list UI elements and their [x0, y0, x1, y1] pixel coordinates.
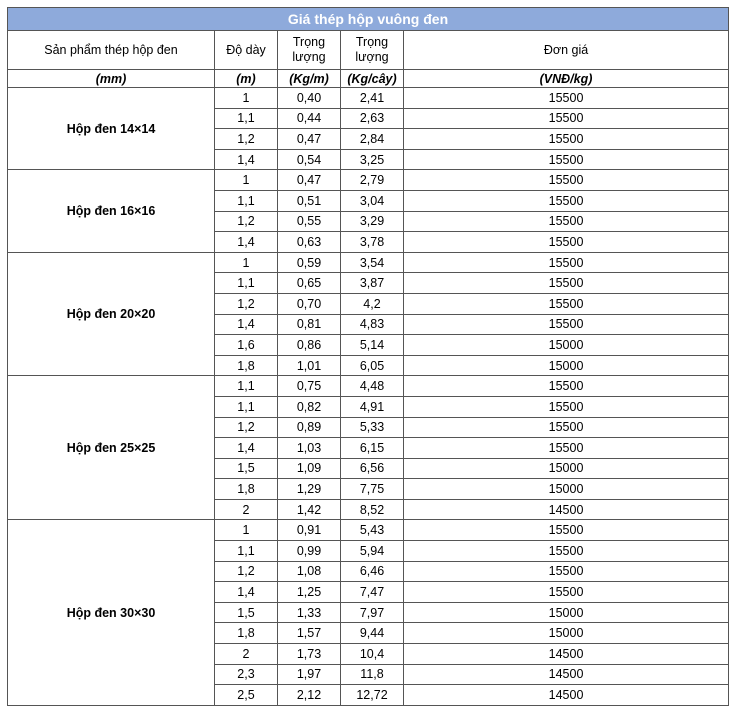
weight-per-meter-cell: 1,08	[278, 561, 341, 582]
thickness-cell: 1	[215, 88, 278, 109]
thickness-cell: 1,2	[215, 417, 278, 438]
product-name-cell: Hộp đen 16×16	[8, 170, 215, 252]
thickness-cell: 1,1	[215, 190, 278, 211]
price-cell: 14500	[404, 664, 729, 685]
weight-per-tree-cell: 11,8	[341, 664, 404, 685]
thickness-cell: 1,4	[215, 438, 278, 459]
price-cell: 15500	[404, 314, 729, 335]
weight-per-tree-cell: 10,4	[341, 644, 404, 665]
unit-thickness: (m)	[215, 70, 278, 88]
weight-per-tree-cell: 5,43	[341, 520, 404, 541]
header-weight-per-meter: Trọng lượng	[278, 31, 341, 70]
price-cell: 15500	[404, 376, 729, 397]
product-name-cell: Hộp đen 30×30	[8, 520, 215, 705]
thickness-cell: 1,8	[215, 623, 278, 644]
weight-per-meter-cell: 1,01	[278, 355, 341, 376]
weight-per-meter-cell: 1,42	[278, 499, 341, 520]
price-cell: 15500	[404, 417, 729, 438]
weight-per-tree-cell: 5,33	[341, 417, 404, 438]
weight-per-meter-cell: 0,89	[278, 417, 341, 438]
weight-per-tree-cell: 3,29	[341, 211, 404, 232]
weight-per-meter-cell: 0,75	[278, 376, 341, 397]
thickness-cell: 1,4	[215, 582, 278, 603]
thickness-cell: 1,1	[215, 541, 278, 562]
weight-per-tree-cell: 8,52	[341, 499, 404, 520]
weight-per-meter-cell: 0,59	[278, 252, 341, 273]
weight-per-meter-cell: 1,73	[278, 644, 341, 665]
product-name-cell: Hộp đen 14×14	[8, 88, 215, 170]
weight-per-tree-cell: 3,04	[341, 190, 404, 211]
weight-per-meter-cell: 0,47	[278, 129, 341, 150]
header-weight-per-tree: Trọng lượng	[341, 31, 404, 70]
header-thickness: Độ dày	[215, 31, 278, 70]
weight-per-meter-cell: 0,99	[278, 541, 341, 562]
weight-per-tree-cell: 2,79	[341, 170, 404, 191]
weight-per-tree-cell: 4,48	[341, 376, 404, 397]
thickness-cell: 1,1	[215, 273, 278, 294]
thickness-cell: 1,4	[215, 314, 278, 335]
weight-per-meter-cell: 1,33	[278, 602, 341, 623]
weight-per-meter-cell: 1,57	[278, 623, 341, 644]
weight-per-tree-cell: 9,44	[341, 623, 404, 644]
weight-per-tree-cell: 6,15	[341, 438, 404, 459]
weight-per-meter-cell: 1,25	[278, 582, 341, 603]
price-table	[7, 7, 729, 706]
thickness-cell: 1,4	[215, 232, 278, 253]
price-cell: 15500	[404, 88, 729, 109]
weight-per-tree-cell: 3,87	[341, 273, 404, 294]
price-cell: 15000	[404, 479, 729, 500]
weight-per-tree-cell: 3,54	[341, 252, 404, 273]
price-table-container	[7, 7, 729, 706]
weight-per-meter-cell: 1,09	[278, 458, 341, 479]
weight-per-tree-cell: 4,83	[341, 314, 404, 335]
weight-per-meter-cell: 0,70	[278, 293, 341, 314]
weight-per-tree-cell: 2,84	[341, 129, 404, 150]
price-cell: 15500	[404, 561, 729, 582]
thickness-cell: 1,8	[215, 479, 278, 500]
weight-per-tree-cell: 5,94	[341, 541, 404, 562]
weight-per-tree-cell: 3,78	[341, 232, 404, 253]
price-cell: 15500	[404, 211, 729, 232]
weight-per-meter-cell: 1,03	[278, 438, 341, 459]
price-cell: 15500	[404, 232, 729, 253]
thickness-cell: 2,5	[215, 685, 278, 706]
price-cell: 15500	[404, 438, 729, 459]
thickness-cell: 1,2	[215, 561, 278, 582]
weight-per-meter-cell: 2,12	[278, 685, 341, 706]
weight-per-tree-cell: 6,46	[341, 561, 404, 582]
price-cell: 15500	[404, 190, 729, 211]
weight-per-tree-cell: 6,05	[341, 355, 404, 376]
price-cell: 15000	[404, 602, 729, 623]
price-cell: 14500	[404, 644, 729, 665]
thickness-cell: 1,2	[215, 211, 278, 232]
header-product: Sản phẩm thép hộp đen	[8, 31, 215, 70]
unit-row	[8, 70, 729, 88]
price-cell: 15500	[404, 108, 729, 129]
weight-per-tree-cell: 12,72	[341, 685, 404, 706]
weight-per-tree-cell: 6,56	[341, 458, 404, 479]
unit-weight-per-meter: (Kg/m)	[278, 70, 341, 88]
table-title: Giá thép hộp vuông đen	[8, 8, 729, 31]
price-cell: 15500	[404, 541, 729, 562]
unit-product: (mm)	[8, 70, 215, 88]
price-cell: 15500	[404, 129, 729, 150]
price-cell: 15000	[404, 623, 729, 644]
table-row	[8, 252, 729, 273]
thickness-cell: 1,1	[215, 376, 278, 397]
thickness-cell: 2,3	[215, 664, 278, 685]
price-cell: 15000	[404, 355, 729, 376]
price-cell: 15500	[404, 396, 729, 417]
thickness-cell: 2	[215, 499, 278, 520]
weight-per-tree-cell: 7,47	[341, 582, 404, 603]
thickness-cell: 1	[215, 170, 278, 191]
thickness-cell: 1,6	[215, 335, 278, 356]
weight-per-meter-cell: 0,65	[278, 273, 341, 294]
price-cell: 15500	[404, 520, 729, 541]
weight-per-meter-cell: 0,86	[278, 335, 341, 356]
thickness-cell: 1	[215, 252, 278, 273]
table-row	[8, 376, 729, 397]
price-cell: 15500	[404, 149, 729, 170]
price-cell: 15000	[404, 335, 729, 356]
price-cell: 14500	[404, 685, 729, 706]
weight-per-meter-cell: 0,47	[278, 170, 341, 191]
thickness-cell: 1,1	[215, 108, 278, 129]
price-cell: 15500	[404, 293, 729, 314]
table-body	[8, 88, 729, 706]
weight-per-tree-cell: 4,2	[341, 293, 404, 314]
weight-per-tree-cell: 7,97	[341, 602, 404, 623]
weight-per-tree-cell: 7,75	[341, 479, 404, 500]
weight-per-meter-cell: 0,55	[278, 211, 341, 232]
thickness-cell: 1,5	[215, 458, 278, 479]
weight-per-tree-cell: 2,63	[341, 108, 404, 129]
product-name-cell: Hộp đen 25×25	[8, 376, 215, 520]
price-cell: 15500	[404, 170, 729, 191]
price-cell: 15500	[404, 252, 729, 273]
weight-per-meter-cell: 0,51	[278, 190, 341, 211]
thickness-cell: 1,2	[215, 129, 278, 150]
price-cell: 15500	[404, 273, 729, 294]
unit-price: (VNĐ/kg)	[404, 70, 729, 88]
weight-per-meter-cell: 0,44	[278, 108, 341, 129]
thickness-cell: 1,8	[215, 355, 278, 376]
price-cell: 15000	[404, 458, 729, 479]
thickness-cell: 1	[215, 520, 278, 541]
table-row	[8, 170, 729, 191]
product-name-cell: Hộp đen 20×20	[8, 252, 215, 376]
thickness-cell: 1,4	[215, 149, 278, 170]
thickness-cell: 2	[215, 644, 278, 665]
weight-per-meter-cell: 0,54	[278, 149, 341, 170]
weight-per-tree-cell: 2,41	[341, 88, 404, 109]
weight-per-meter-cell: 0,40	[278, 88, 341, 109]
price-cell: 15500	[404, 582, 729, 603]
price-cell: 14500	[404, 499, 729, 520]
table-row	[8, 88, 729, 109]
header-price: Đơn giá	[404, 31, 729, 70]
unit-weight-per-tree: (Kg/cây)	[341, 70, 404, 88]
weight-per-meter-cell: 0,63	[278, 232, 341, 253]
thickness-cell: 1,5	[215, 602, 278, 623]
weight-per-meter-cell: 0,82	[278, 396, 341, 417]
weight-per-tree-cell: 5,14	[341, 335, 404, 356]
weight-per-meter-cell: 0,81	[278, 314, 341, 335]
thickness-cell: 1,2	[215, 293, 278, 314]
weight-per-tree-cell: 4,91	[341, 396, 404, 417]
header-row	[8, 31, 729, 70]
weight-per-tree-cell: 3,25	[341, 149, 404, 170]
table-row	[8, 520, 729, 541]
weight-per-meter-cell: 0,91	[278, 520, 341, 541]
weight-per-meter-cell: 1,29	[278, 479, 341, 500]
weight-per-meter-cell: 1,97	[278, 664, 341, 685]
thickness-cell: 1,1	[215, 396, 278, 417]
